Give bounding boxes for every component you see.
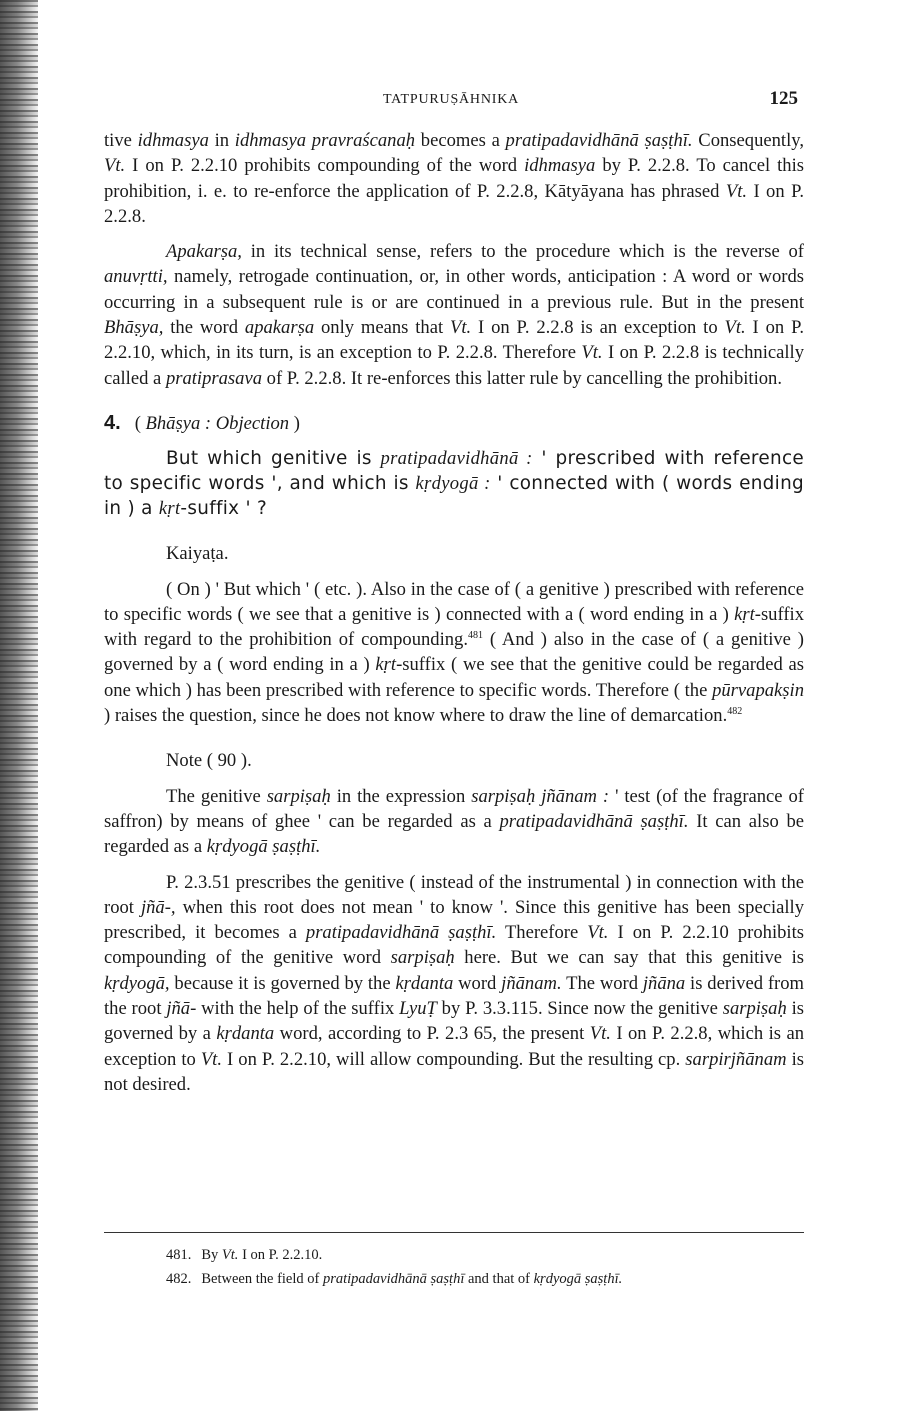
footnotes xyxy=(104,1232,804,1291)
bhasya-text: But which genitive is pratipadavidhānā : ' prescribed with reference to specific words ', and which is kṛdyogā : ' connected with ( words ending in ) a kṛt-suffix ' ? xyxy=(104,448,804,520)
page-body xyxy=(104,128,804,1097)
paragraph-apakarsa: Apakarṣa, in its technical sense, refers to the procedure which is the reverse of anuvṛtti, namely, retrogade continuation, or, in other words, anticipation : A word or words occurring in a subsequent rule is or are continued in a previous rule. But in the present Bhāṣya, the word apakarṣa only means that Vt. I on P. 2.2.8 is an exception to Vt. I on P. 2.2.10, which, in its turn, is an exception to P. 2.2.8. Therefore Vt. I on P. 2.2.8 is technically called a pratiprasava of P. 2.2.8. It re-enforces this latter rule by cancelling the prohibition. xyxy=(104,241,804,389)
section-number: 4. xyxy=(104,411,121,434)
footnote-ref-481: 481 xyxy=(468,630,483,642)
footnote-ref-482: 482 xyxy=(727,706,743,718)
section-heading: 4. ( Bhāṣya : Objection ) xyxy=(104,411,300,434)
note-label: Note ( 90 ). xyxy=(166,750,252,772)
section-title: Bhāṣya : Objection xyxy=(145,412,290,434)
running-head: TATPURUṢĀHNIKA xyxy=(382,92,520,107)
footnote-481: 481. By Vt. I on P. 2.2.10. xyxy=(166,1247,323,1263)
kaiyata-label: Kaiyaṭa. xyxy=(166,543,229,565)
page-header xyxy=(104,88,798,112)
note-paragraph-2: P. 2.3.51 prescribes the genitive ( instead of the instrumental ) in connection with the root jñā-, when this root does not mean ' to know '. Since this genitive has been specially prescribed, it becomes a pratipadavidhānā ṣaṣṭhī. Therefore Vt. I on P. 2.2.10 prohibits compounding of the genitive word sarpiṣaḥ here. But we can say that this genitive is kṛdyogā, because it is governed by the kṛdanta word jñānam. The word jñāna is derived from the root jñā- with the help of the suffix LyuṬ by P. 3.3.115. Since now the genitive sarpiṣaḥ is governed by a kṛdanta word, according to P. 2.3 65, the present Vt. I on P. 2.2.8, which is an exception to Vt. I on P. 2.2.10, will allow compounding. But the resulting cp. sarpirjñānam is not desired. xyxy=(104,871,805,1095)
footnote-482: 482. Between the field of pratipadavidhānā ṣaṣṭhī and that of kṛdyogā ṣaṣṭhī. xyxy=(166,1271,623,1287)
book-binding-edge xyxy=(0,0,38,1411)
paragraph-continuation: tive idhmasya in idhmasya pravraścanaḥ becomes a pratipadavidhānā ṣaṣṭhī. Consequently, Vt. I on P. 2.2.10 prohibits compounding of the word idhmasya by P. 2.2.8. To cancel this prohibition, i. e. to re-enforce the application of P. 2.2.8, Kātyāyana has phrased Vt. I on P. 2.2.8. xyxy=(104,130,804,227)
kaiyata-text: ( On ) ' But which ' ( etc. ). Also in the case of ( a genitive ) prescribed with reference to specific words ( we see that a genitive is ) connected with a ( word ending in a ) kṛt-suffix with regard to the prohibition of compounding.$^{481}$ ( And ) also in the case of ( a genitive ) governed by a ( word ending in a ) kṛt-suffix ( we see that the genitive could be regarded as one which ) has been prescribed with reference to specific words. Therefore ( the pūrvapakṣin ) raises the question, since he does not know where to draw the line of demarcation.$^{482}$ xyxy=(104,578,805,727)
note-paragraph-1: The genitive sarpiṣaḥ in the expression sarpiṣaḥ jñānam : ' test (of the fragrance of saffron) by means of ghee ' can be regarded as a pratipadavidhānā ṣaṣṭhī. It can also be regarded as a kṛdyogā ṣaṣṭhī. xyxy=(104,785,804,858)
page-number: 125 xyxy=(769,88,798,109)
